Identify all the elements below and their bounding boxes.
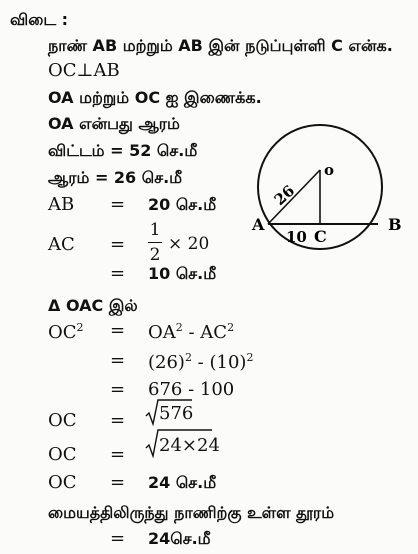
triangle-line: Δ OAC இல் xyxy=(48,296,138,315)
line-radius: OA என்பது ஆரம் xyxy=(48,114,180,133)
line-chord-definition: நாண் AB மற்றும் AB இன் நடுப்புள்ளி C என்க. xyxy=(48,36,393,55)
line-perpendicular: OC⊥AB xyxy=(48,60,120,81)
line-join: OA மற்றும் OC ஐ இணைக்க. xyxy=(48,88,262,107)
line-radius-value: ஆரம் = 26 செ.மீ xyxy=(48,168,183,187)
label-b: B xyxy=(388,215,402,234)
circle-diagram xyxy=(240,120,418,260)
fraction-half: 1 2 xyxy=(149,220,161,265)
final-line: மையத்திலிருந்து நாணிற்கு உள்ள தூரம் xyxy=(48,503,335,522)
label-26: 26 xyxy=(270,181,299,209)
label-o: o xyxy=(324,161,335,179)
label-10: 10 xyxy=(286,228,307,246)
line-diameter: விட்டம் = 52 செ.மீ xyxy=(48,141,198,160)
label-c: C xyxy=(314,227,327,246)
answer-heading: விடை : xyxy=(10,10,69,29)
label-a: A xyxy=(252,215,265,234)
